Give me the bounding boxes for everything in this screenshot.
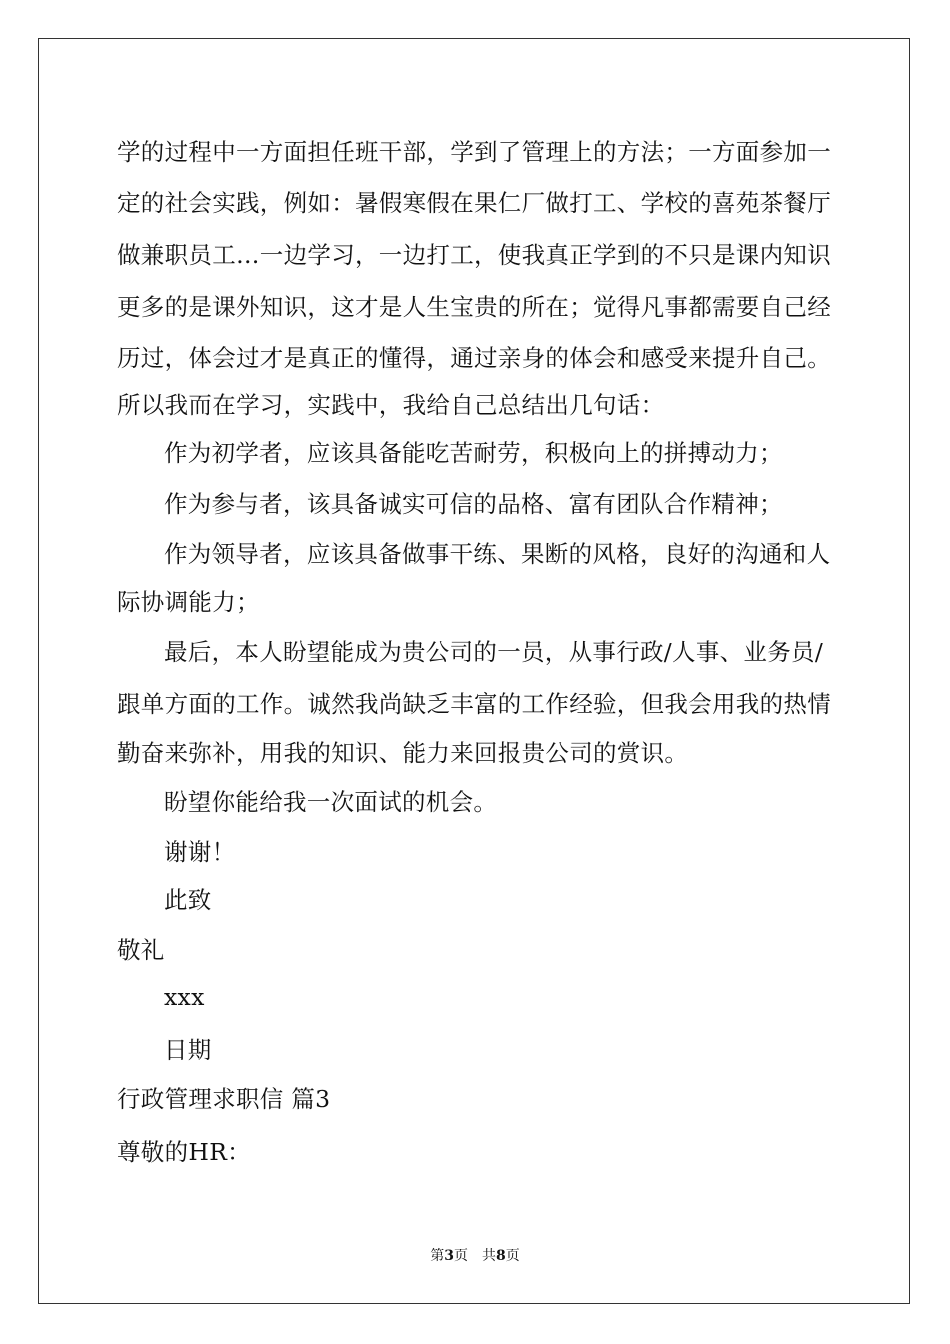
page-border — [38, 38, 910, 1304]
signature-date: 日期 — [164, 1036, 212, 1064]
body-line-15: 谢谢！ — [164, 838, 236, 866]
body-line-10: 际协调能力； — [117, 588, 260, 616]
body-line-3: 做兼职员工…一边学习，一边打工，使我真正学到的不只是课内知识 — [117, 241, 831, 269]
footer-mid: 页 共 — [454, 1248, 496, 1264]
body-line-4: 更多的是课外知识，这才是人生宝贵的所在；觉得凡事都需要自己经 — [117, 293, 831, 321]
greeting-line: 尊敬的HR： — [117, 1138, 251, 1166]
signature-name: xxx — [164, 983, 205, 1011]
body-line-13: 勤奋来弥补，用我的知识、能力来回报贵公司的赏识。 — [117, 739, 689, 767]
page-footer — [0, 1245, 950, 1265]
section-heading: 行政管理求职信 篇3 — [117, 1085, 331, 1113]
body-line-7: 作为初学者，应该具备能吃苦耐劳，积极向上的拼搏动力； — [164, 439, 783, 467]
body-line-6: 所以我而在学习，实践中，我给自己总结出几句话： — [117, 391, 665, 419]
footer-current-page: 3 — [444, 1248, 454, 1264]
body-line-8: 作为参与者，该具备诚实可信的品格、富有团队合作精神； — [164, 490, 783, 518]
body-line-1: 学的过程中一方面担任班干部，学到了管理上的方法；一方面参加一 — [117, 138, 831, 166]
body-line-2: 定的社会实践，例如：暑假寒假在果仁厂做打工、学校的喜苑茶餐厅 — [117, 189, 831, 217]
body-line-14: 盼望你能给我一次面试的机会。 — [164, 788, 498, 816]
footer-total-pages: 8 — [496, 1248, 506, 1264]
body-line-12: 跟单方面的工作。诚然我尚缺乏丰富的工作经验，但我会用我的热情 — [117, 690, 831, 718]
closing-line: 此致 — [164, 886, 212, 914]
body-line-5: 历过，体会过才是真正的懂得，通过亲身的体会和感受来提升自己。 — [117, 344, 831, 372]
body-line-9: 作为领导者，应该具备做事干练、果断的风格，良好的沟通和人 — [164, 540, 831, 568]
footer-suffix: 页 — [505, 1248, 520, 1264]
body-line-11: 最后，本人盼望能成为贵公司的一员，从事行政/人事、业务员/ — [164, 638, 824, 666]
salutation-line: 敬礼 — [117, 936, 165, 964]
footer-prefix: 第 — [430, 1248, 445, 1264]
